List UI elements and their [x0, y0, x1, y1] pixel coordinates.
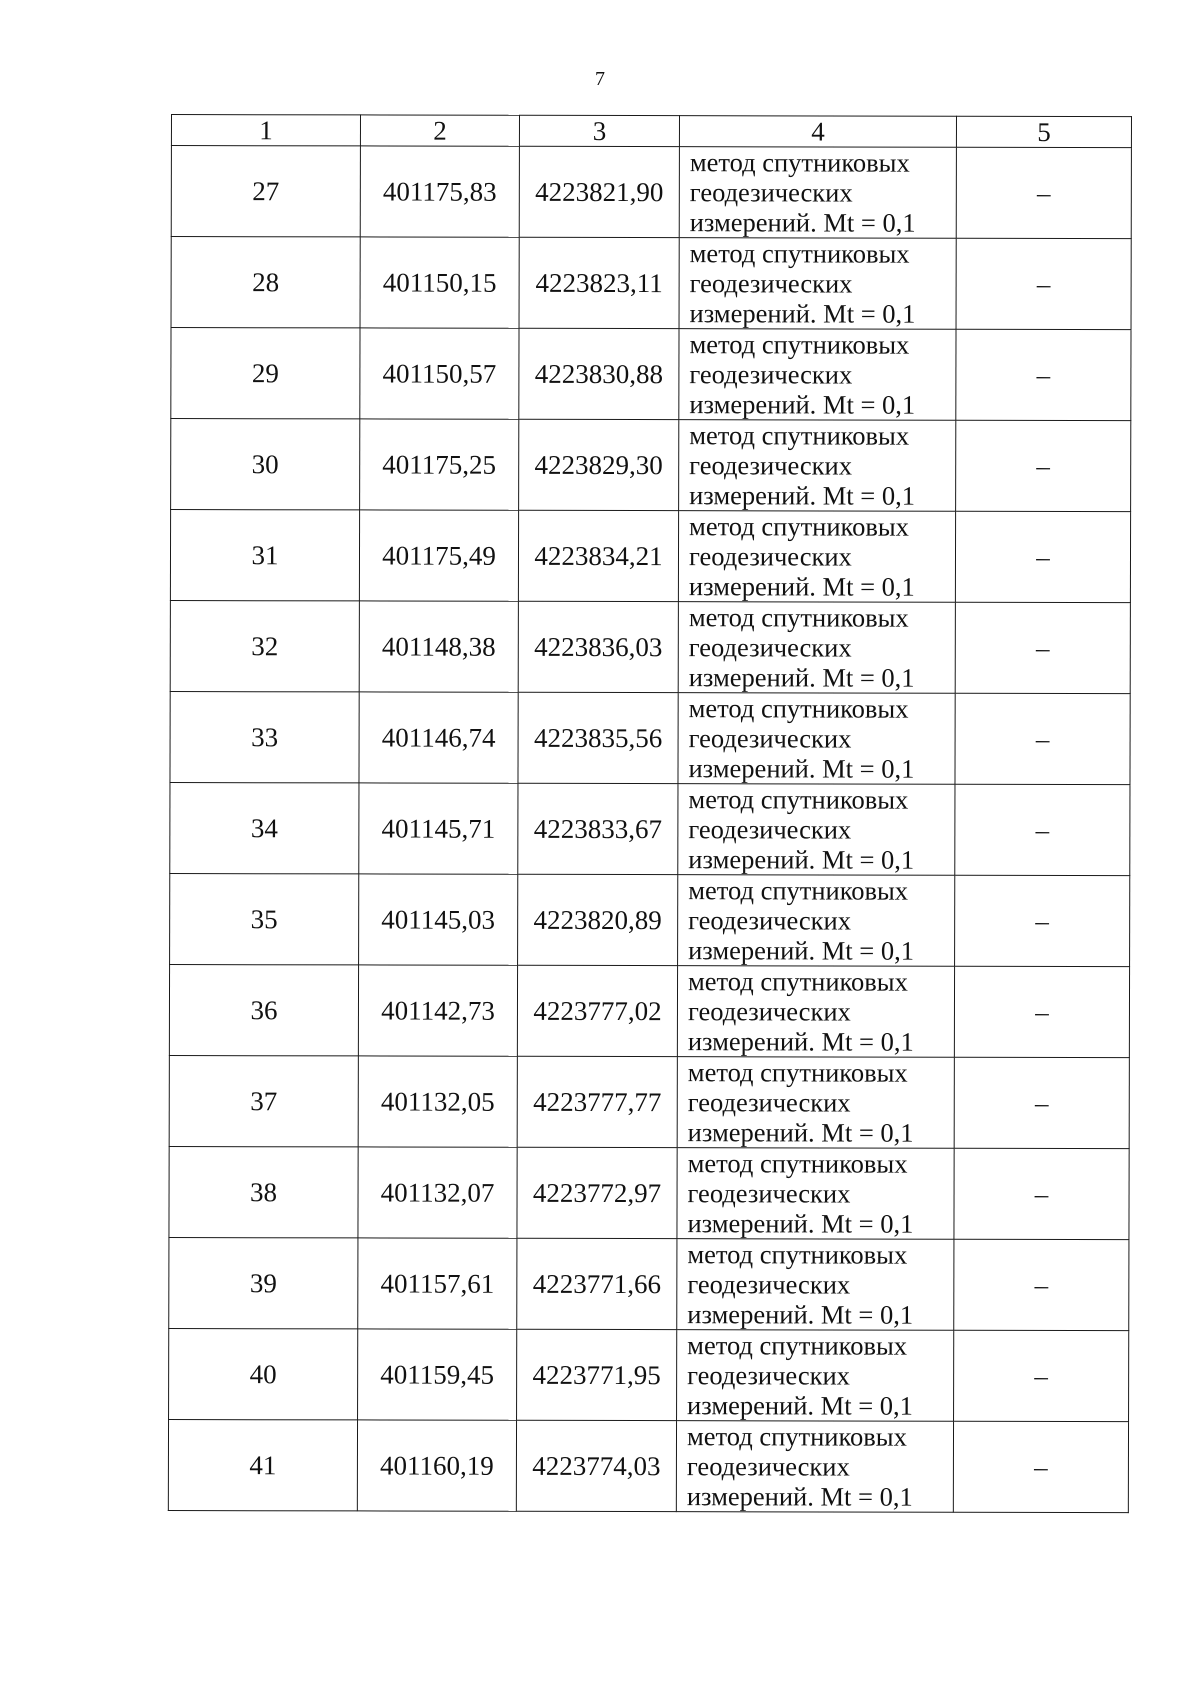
table-row	[170, 600, 1130, 693]
method-line: измерений. Mt = 0,1	[687, 1117, 914, 1148]
method-line: метод спутниковых	[689, 147, 910, 178]
y-coordinate-cell: 4223823,11	[519, 237, 679, 328]
method-line: метод спутниковых	[687, 1148, 908, 1179]
y-coordinate-cell: 4223835,56	[518, 692, 678, 783]
point-number-cell: 30	[171, 419, 360, 510]
method-line: геодезических	[688, 541, 852, 572]
y-coordinate-cell: 4223820,89	[518, 874, 678, 965]
method-line: метод спутниковых	[688, 602, 909, 633]
point-number-cell: 33	[170, 691, 359, 782]
note-cell: –	[954, 1057, 1129, 1148]
x-coordinate-cell: 401148,38	[359, 601, 518, 692]
method-cell	[677, 966, 954, 1058]
method-line: метод спутниковых	[689, 238, 910, 269]
table-row	[169, 1328, 1129, 1421]
note-cell: –	[956, 329, 1131, 420]
method-line: измерений. Mt = 0,1	[687, 1390, 913, 1421]
header-col-1: 1	[171, 115, 360, 146]
method-line: измерений. Mt = 0,1	[688, 753, 915, 784]
x-coordinate-cell: 401145,03	[359, 874, 518, 965]
y-coordinate-cell: 4223777,02	[517, 965, 677, 1056]
table-row	[169, 964, 1129, 1057]
x-coordinate-cell: 401175,83	[360, 146, 519, 237]
point-number-cell: 38	[169, 1146, 358, 1237]
point-number-cell: 29	[171, 328, 360, 419]
point-number-cell: 36	[169, 964, 358, 1055]
table-row	[170, 691, 1130, 784]
method-line: метод спутниковых	[689, 420, 910, 451]
method-line: измерений. Mt = 0,1	[689, 207, 916, 238]
method-cell	[676, 1421, 953, 1513]
y-coordinate-cell: 4223821,90	[519, 146, 679, 237]
point-number-cell: 31	[170, 510, 359, 601]
x-coordinate-cell: 401132,07	[358, 1147, 517, 1238]
method-line: метод спутниковых	[688, 784, 909, 815]
note-cell: –	[954, 1330, 1129, 1421]
method-line: геодезических	[689, 177, 853, 208]
method-line: метод спутниковых	[687, 1239, 908, 1270]
header-col-5: 5	[956, 116, 1131, 147]
point-number-cell: 39	[169, 1237, 358, 1328]
method-line: геодезических	[689, 359, 853, 390]
method-line: метод спутниковых	[689, 511, 909, 542]
x-coordinate-cell: 401157,61	[358, 1238, 517, 1329]
method-line: измерений. Mt = 0,1	[688, 571, 915, 602]
method-line: геодезических	[689, 268, 853, 299]
note-cell: –	[956, 238, 1131, 329]
table-row	[169, 1237, 1129, 1330]
method-line: измерений. Mt = 0,1	[687, 1208, 914, 1239]
point-number-cell: 40	[169, 1328, 358, 1419]
method-cell	[679, 238, 956, 330]
note-cell: –	[955, 511, 1130, 602]
table-row	[169, 1055, 1129, 1148]
method-cell	[679, 329, 956, 421]
y-coordinate-cell: 4223774,03	[516, 1420, 676, 1511]
method-cell	[679, 147, 956, 239]
method-line: метод спутниковых	[688, 875, 909, 906]
y-coordinate-cell: 4223833,67	[518, 783, 678, 874]
y-coordinate-cell: 4223771,66	[517, 1238, 677, 1329]
method-cell	[679, 420, 956, 512]
method-line: геодезических	[688, 905, 852, 936]
method-line: геодезических	[689, 450, 853, 481]
method-line: измерений. Mt = 0,1	[686, 1481, 913, 1512]
page-number: 7	[595, 68, 605, 90]
point-number-cell: 41	[168, 1419, 357, 1510]
header-col-3: 3	[519, 115, 679, 146]
table-body	[168, 146, 1131, 1513]
x-coordinate-cell: 401150,15	[360, 237, 519, 328]
method-cell	[677, 1057, 954, 1149]
note-cell: –	[954, 1148, 1129, 1239]
note-cell: –	[953, 1421, 1128, 1512]
method-line: измерений. Mt = 0,1	[687, 1299, 914, 1330]
method-line: измерений. Mt = 0,1	[688, 662, 915, 693]
y-coordinate-cell: 4223836,03	[518, 601, 678, 692]
method-cell	[678, 784, 955, 876]
note-cell: –	[955, 602, 1130, 693]
note-cell: –	[955, 784, 1130, 875]
x-coordinate-cell: 401159,45	[358, 1329, 517, 1420]
table-row	[169, 1146, 1129, 1239]
note-cell: –	[956, 420, 1131, 511]
method-cell	[678, 693, 955, 785]
x-coordinate-cell: 401175,49	[359, 510, 518, 601]
x-coordinate-cell: 401145,71	[359, 783, 518, 874]
method-line: геодезических	[687, 996, 851, 1027]
table-row	[171, 419, 1131, 512]
table-row	[170, 873, 1130, 966]
x-coordinate-cell: 401142,73	[358, 965, 517, 1056]
method-line: измерений. Mt = 0,1	[687, 1026, 914, 1057]
method-line: геодезических	[688, 814, 852, 845]
table-row	[171, 237, 1131, 330]
x-coordinate-cell: 401150,57	[360, 328, 519, 419]
method-line: метод спутниковых	[686, 1421, 907, 1452]
method-line: метод спутниковых	[687, 966, 908, 997]
point-number-cell: 37	[169, 1055, 358, 1146]
method-line: метод спутниковых	[687, 1057, 908, 1088]
point-number-cell: 27	[171, 146, 360, 237]
note-cell: –	[956, 147, 1131, 238]
method-cell	[677, 1148, 954, 1240]
point-number-cell: 28	[171, 237, 360, 328]
table-row	[168, 1419, 1128, 1512]
method-cell	[677, 1330, 954, 1422]
method-line: измерений. Mt = 0,1	[689, 480, 916, 511]
note-cell: –	[955, 693, 1130, 784]
method-cell	[678, 511, 955, 603]
table-row	[171, 146, 1131, 239]
coordinates-table	[168, 114, 1132, 1513]
header-col-2: 2	[360, 115, 519, 146]
method-line: измерений. Mt = 0,1	[688, 935, 914, 966]
method-line: метод спутниковых	[687, 1330, 908, 1361]
method-line: метод спутниковых	[688, 693, 909, 724]
method-line: измерений. Mt = 0,1	[688, 844, 915, 875]
method-line: геодезических	[688, 723, 852, 754]
y-coordinate-cell: 4223829,30	[519, 419, 679, 510]
point-number-cell: 32	[170, 600, 359, 691]
table-row	[170, 510, 1130, 603]
table-header-row	[171, 115, 1131, 148]
x-coordinate-cell: 401160,19	[357, 1420, 516, 1511]
y-coordinate-cell: 4223834,21	[518, 510, 678, 601]
x-coordinate-cell: 401175,25	[360, 419, 519, 510]
y-coordinate-cell: 4223771,95	[517, 1329, 677, 1420]
note-cell: –	[955, 875, 1130, 966]
point-number-cell: 34	[170, 782, 359, 873]
x-coordinate-cell: 401146,74	[359, 692, 518, 783]
note-cell: –	[954, 966, 1129, 1057]
x-coordinate-cell: 401132,05	[358, 1056, 517, 1147]
method-line: геодезических	[687, 1178, 851, 1209]
note-cell: –	[954, 1239, 1129, 1330]
method-line: геодезических	[688, 632, 852, 663]
method-line: геодезических	[687, 1360, 850, 1391]
y-coordinate-cell: 4223772,97	[517, 1147, 677, 1238]
y-coordinate-cell: 4223830,88	[519, 328, 679, 419]
table-row	[170, 782, 1130, 875]
method-cell	[678, 875, 955, 967]
method-line: геодезических	[687, 1087, 851, 1118]
header-col-4: 4	[679, 116, 956, 148]
method-line: геодезических	[687, 1269, 851, 1300]
method-line: метод спутниковых	[689, 329, 910, 360]
table-row	[171, 328, 1131, 421]
y-coordinate-cell: 4223777,77	[517, 1056, 677, 1147]
method-line: измерений. Mt = 0,1	[689, 389, 916, 420]
method-line: измерений. Mt = 0,1	[689, 298, 916, 329]
method-cell	[678, 602, 955, 694]
method-cell	[677, 1239, 954, 1331]
method-line: геодезических	[686, 1451, 850, 1482]
point-number-cell: 35	[170, 873, 359, 964]
